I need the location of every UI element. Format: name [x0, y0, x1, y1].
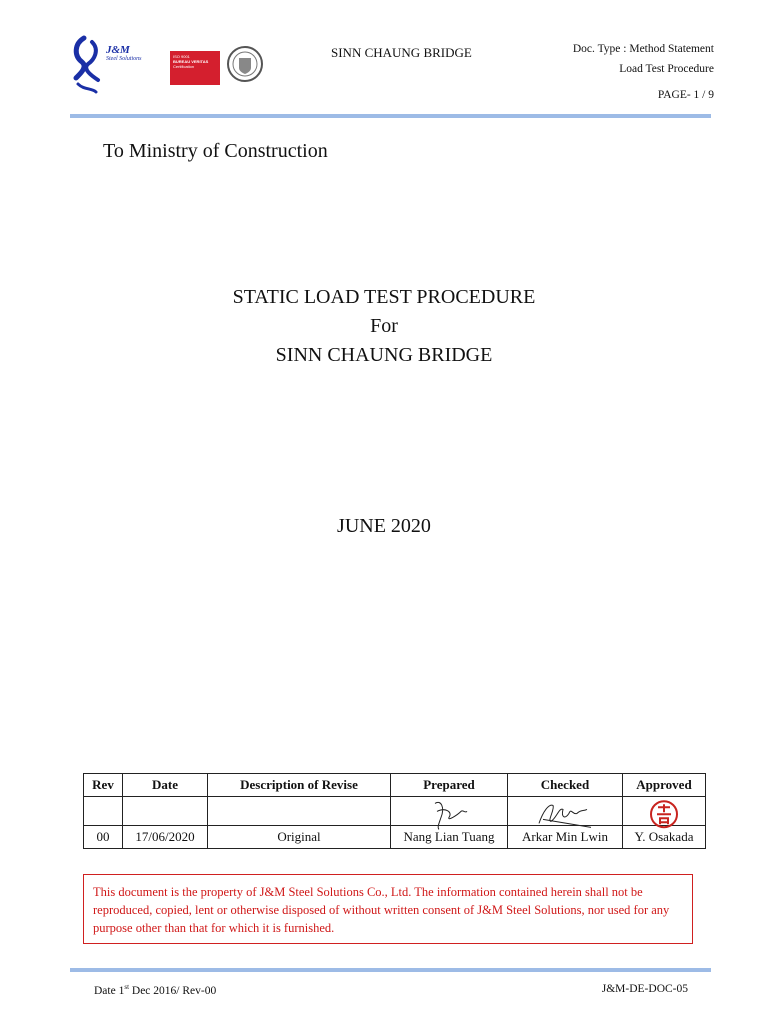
footer-divider: [70, 968, 711, 972]
footer-doc-code: J&M-DE-DOC-05: [601, 983, 688, 995]
prepared-signature: [391, 797, 508, 826]
col-date: Date: [123, 774, 208, 797]
prepared-signature-icon: [427, 797, 471, 831]
header-project-title: SINN CHAUNG BRIDGE: [331, 45, 472, 60]
rev-value: 00: [84, 826, 123, 849]
footer-date-prefix: Date 1: [94, 984, 125, 997]
date-value: 17/06/2020: [123, 826, 208, 849]
bv-seal-icon: [225, 44, 265, 84]
cert-line-2: BUREAU VERITAS: [173, 59, 209, 64]
doc-subtype: Load Test Procedure: [619, 63, 714, 75]
col-approved: Approved: [623, 774, 706, 797]
cert-line-1: ISO 9001: [173, 54, 190, 59]
jm-logo: [70, 34, 160, 96]
page-number: PAGE- 1 / 9: [657, 89, 714, 101]
header-doc-type: [573, 39, 714, 79]
jm-logo-mark: [70, 34, 106, 96]
col-prepared: Prepared: [391, 774, 508, 797]
document-title: [0, 283, 768, 370]
title-line-2: For: [370, 315, 398, 337]
header-divider: [70, 114, 711, 118]
description-value: Original: [208, 826, 391, 849]
approved-seal: [623, 797, 706, 826]
sig-cell-empty: [208, 797, 391, 826]
title-line-1: STATIC LOAD TEST PROCEDURE: [232, 286, 536, 308]
footer-date-suffix: Dec 2016/ Rev-00: [129, 984, 217, 997]
addressee: To Ministry of Construction: [103, 140, 328, 162]
cert-badge: [170, 51, 220, 85]
col-description: Description of Revise: [208, 774, 391, 797]
col-checked: Checked: [508, 774, 623, 797]
document-date: JUNE 2020: [337, 515, 431, 537]
doc-type: Doc. Type : Method Statement: [572, 43, 714, 55]
sig-cell-empty: [84, 797, 123, 826]
approved-value: Y. Osakada: [623, 826, 706, 849]
table-row: [84, 826, 706, 849]
col-rev: Rev: [84, 774, 123, 797]
revision-header-row: [84, 774, 706, 797]
confidentiality-notice: This document is the property of J&M Steel Solutions Co., Ltd. The information contained herein shall not be reproduced, copied, lent or otherwise disposed of without written consent of J&M Steel Solutions, nor used for any purpose other than that for which it is furnished.: [83, 874, 693, 944]
footer-date: [94, 983, 216, 997]
approved-seal-icon: [648, 798, 680, 830]
sig-cell-empty: [123, 797, 208, 826]
revision-table: [83, 773, 706, 849]
checked-value: Arkar Min Lwin: [508, 826, 623, 849]
footer-date-sup: st: [124, 983, 130, 991]
prepared-value: Nang Lian Tuang: [391, 826, 508, 849]
jm-logo-sub: Steel Solutions: [106, 56, 142, 62]
jm-logo-brand: J&M: [106, 44, 130, 56]
checked-signature: [508, 797, 623, 826]
title-line-3: SINN CHAUNG BRIDGE: [275, 344, 493, 366]
signature-row: [84, 797, 706, 826]
bureau-veritas-logo: [170, 51, 266, 85]
cert-line-3: Certification: [173, 64, 195, 69]
checked-signature-icon: [533, 797, 597, 831]
